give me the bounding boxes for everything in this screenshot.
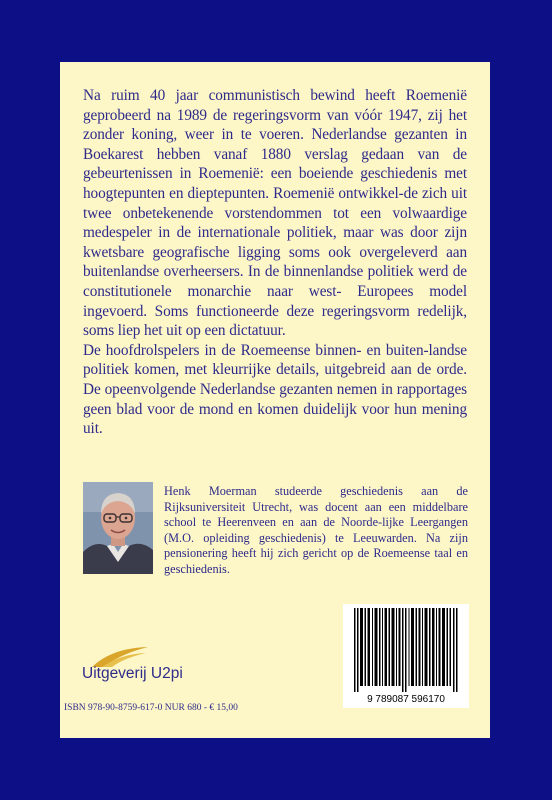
blurb-paragraph-1: Na ruim 40 jaar communistisch bewind heeft Roemenië geprobeerd na 1989 de regeringsvorm van vóór 1947, zij het zonder koning, weer in te voeren. Nederlandse gezanten in Boekarest hebben vanaf 1880 verslag gedaan van de gebeurtenissen in Roemenië: een boeiende geschiedenis met hoogtepunten en dieptepunten. Roemenië ontwikkel-de zich uit twee onbetekenende vorstendommen tot een volwaardige medespeler in de internationale politiek, maar was door zijn kwetsbare geografische ligging soms ook overgeleverd aan buitenlandse overheersers. In de binnenlandse politiek werd de constitutionele monarchie naar west- Europees model ingevoerd. Soms functioneerde deze regeringsvorm redelijk, soms liep het uit op een dictatuur. <box>83 87 467 340</box>
barcode-digits: 9 789087 596170 <box>367 694 445 705</box>
author-portrait-image <box>83 482 153 574</box>
author-bio: Henk Moerman studeerde geschiedenis aan de Rijksuniversiteit Utrecht, was docent aan een middelbare school te Heerenveen en aan de Noorde-lijke Leergangen (M.O. opleiding geschiedenis) te Leeuwarden. Na zijn pensionering heeft hij zich gericht op de Roemeense taal en geschiedenis. <box>164 484 468 576</box>
publisher-logo <box>80 646 220 692</box>
author-photo <box>83 482 153 574</box>
back-cover-panel <box>60 62 490 738</box>
isbn-barcode <box>343 604 469 708</box>
barcode-bars <box>354 608 458 692</box>
publisher-name: Uitgeverij U2pi <box>82 665 183 682</box>
blurb-text <box>83 86 467 439</box>
blurb-paragraph-2: De hoofdrolspelers in de Roemeense binnen- en buiten-landse politiek komen, met kleurrijke details, uitgebreid aan de orde. De opeenvolgende Nederlandse gezanten nemen in rapportages geen blad voor de mond en komen duidelijk voor hun mening uit. <box>83 341 467 438</box>
isbn-price-line: ISBN 978-90-8759-617-0 NUR 680 - € 15,00 <box>64 703 238 713</box>
